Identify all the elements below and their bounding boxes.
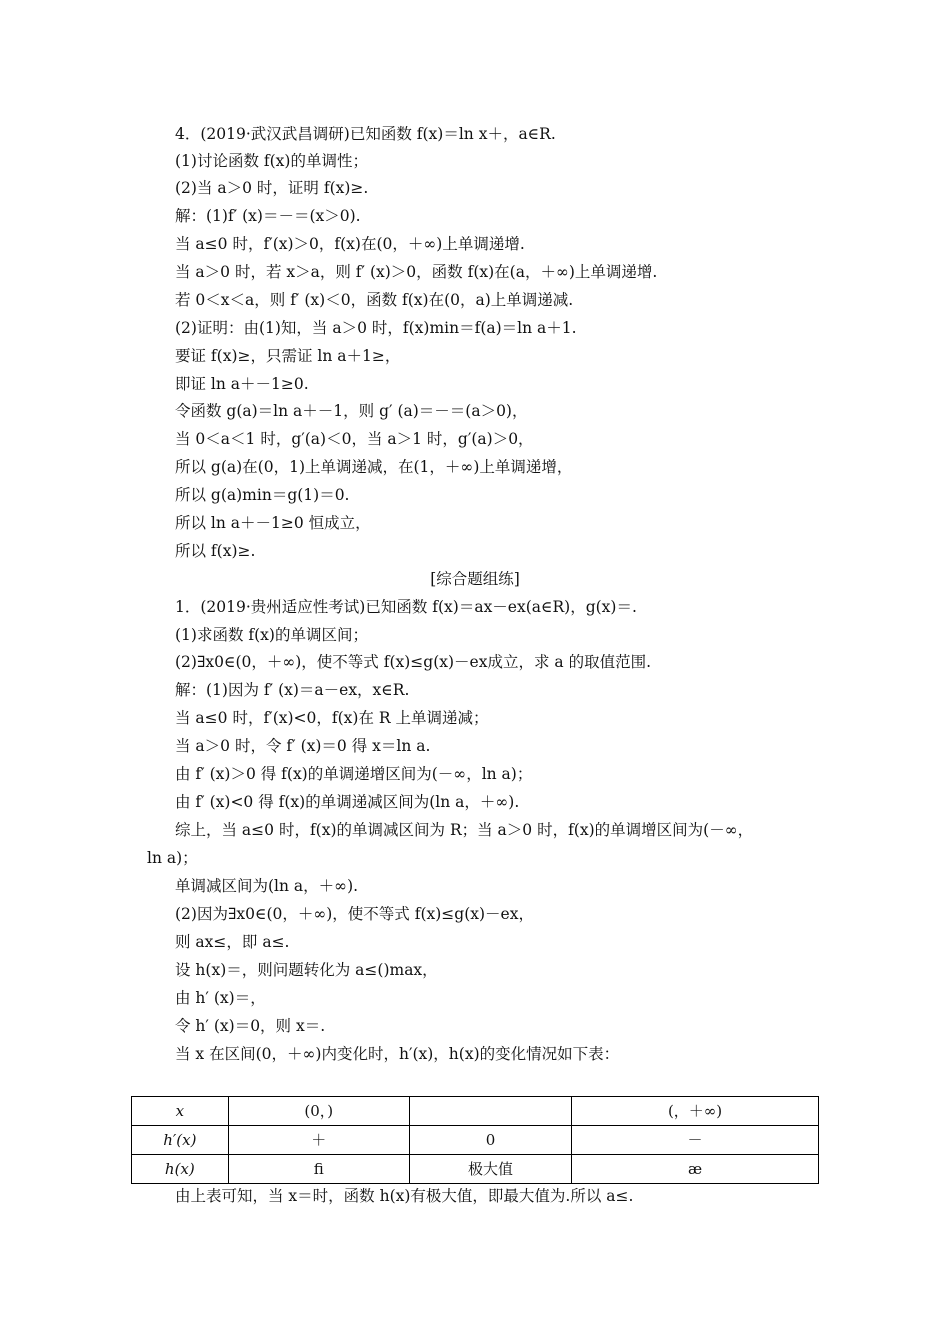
text-line: 令函数 g(a)＝ln a＋－1，则 g′ (a)＝－＝(a＞0)，	[175, 402, 528, 420]
text-line: 解：(1)f′ (x)＝－＝(x＞0).	[175, 207, 361, 225]
table-cell: h(x)	[132, 1155, 229, 1184]
text-line: 令 h′ (x)＝0，则 x＝.	[175, 1017, 326, 1035]
text-line: 设 h(x)＝，则问题转化为 a≤()max，	[175, 961, 438, 979]
table-cell: h′(x)	[132, 1126, 229, 1155]
text-line: 所以 ln a＋－1≥0 恒成立，	[175, 514, 371, 532]
text-line: (1)求函数 f(x)的单调区间；	[175, 626, 368, 644]
table-row	[132, 1097, 819, 1126]
table-cell: (，＋∞)	[572, 1097, 819, 1126]
table-cell: x	[132, 1097, 229, 1126]
text-line: 当 a≤0 时，f′(x)<0，f(x)在 R 上单调递减；	[175, 709, 489, 727]
table-cell	[409, 1097, 571, 1126]
text-line: 4．(2019·武汉武昌调研)已知函数 f(x)＝ln x＋，a∈R.	[175, 125, 556, 143]
text-line: 由 f′ (x)＞0 得 f(x)的单调递增区间为(－∞，ln a)；	[175, 765, 533, 783]
text-line: 当 a＞0 时，令 f′ (x)＝0 得 x＝ln a.	[175, 737, 431, 755]
text-line: 当 x 在区间(0，＋∞)内变化时，h′(x)，h(x)的变化情况如下表：	[175, 1045, 620, 1063]
text-line: (2)证明：由(1)知，当 a＞0 时，f(x)min＝f(a)＝ln a＋1.	[175, 319, 577, 337]
section-title: [综合题组练]	[430, 570, 520, 588]
text-line: 则 ax≤，即 a≤.	[175, 933, 290, 951]
table-row	[132, 1126, 819, 1155]
table-cell: －	[572, 1126, 819, 1155]
table-cell: 极大值	[409, 1155, 571, 1184]
conclusion-line: 由上表可知，当 x＝时，函数 h(x)有极大值，即最大值为.所以 a≤.	[175, 1187, 634, 1205]
table-cell: (0，)	[228, 1097, 409, 1126]
text-line: 综上，当 a≤0 时，f(x)的单调减区间为 R；当 a＞0 时，f(x)的单调增区间为(－∞，	[175, 821, 754, 839]
text-line: 当 a≤0 时，f′(x)＞0，f(x)在(0，＋∞)上单调递增.	[175, 235, 525, 253]
text-line: ln a)；	[147, 849, 198, 867]
table-cell: ＋	[228, 1126, 409, 1155]
text-line: (1)讨论函数 f(x)的单调性；	[175, 152, 368, 170]
text-line: (2)因为∃x0∈(0，＋∞)，使不等式 f(x)≤g(x)－ex，	[175, 905, 534, 923]
text-line: 由 f′ (x)<0 得 f(x)的单调递减区间为(ln a，＋∞).	[175, 793, 520, 811]
table-row	[132, 1155, 819, 1184]
text-line: (2)当 a＞0 时，证明 f(x)≥.	[175, 179, 369, 197]
table-cell: 0	[409, 1126, 571, 1155]
text-line: 解：(1)因为 f′ (x)＝a－ex，x∈R.	[175, 681, 410, 699]
text-line: 当 a＞0 时，若 x＞a，则 f′ (x)＞0，函数 f(x)在(a，＋∞)上单调递增.	[175, 263, 658, 281]
text-line: 当 0＜a＜1 时，g′(a)＜0，当 a＞1 时，g′(a)＞0，	[175, 430, 534, 448]
text-line: 1．(2019·贵州适应性考试)已知函数 f(x)＝ax－ex(a∈R)，g(x)＝.	[175, 598, 637, 616]
text-line: 所以 f(x)≥.	[175, 542, 256, 560]
text-line: 所以 g(a)min＝g(1)＝0.	[175, 486, 350, 504]
text-line: 单调减区间为(ln a，＋∞).	[175, 877, 359, 895]
table-cell: æ	[572, 1155, 819, 1184]
text-line: 若 0＜x＜a，则 f′ (x)＜0，函数 f(x)在(0，a)上单调递减.	[175, 291, 574, 309]
text-line: 要证 f(x)≥，只需证 ln a＋1≥，	[175, 347, 401, 365]
text-line: 所以 g(a)在(0，1)上单调递减，在(1，＋∞)上单调递增，	[175, 458, 573, 476]
variation-table	[131, 1096, 819, 1184]
text-line: (2)∃x0∈(0，＋∞)，使不等式 f(x)≤g(x)－ex成立，求 a 的取值范围.	[175, 653, 651, 671]
table-cell: ﬁ	[228, 1155, 409, 1184]
text-line: 即证 ln a＋－1≥0.	[175, 375, 309, 393]
text-line: 由 h′ (x)＝，	[175, 989, 266, 1007]
